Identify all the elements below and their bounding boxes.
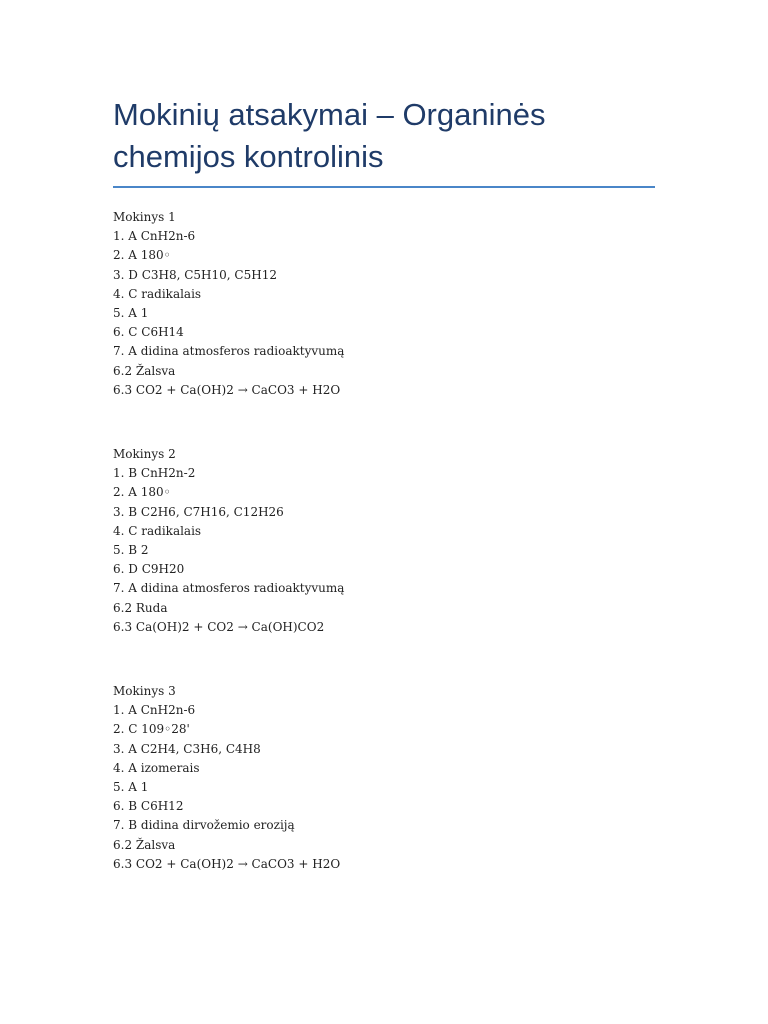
title-underline xyxy=(113,186,655,188)
answer-line: 6.3 CO2 + Ca(OH)2 → CaCO3 + H2O xyxy=(113,382,341,397)
answer-line: 7. A didina atmosferos radioaktyvumą xyxy=(113,581,345,596)
answer-line: 4. C radikalais xyxy=(113,286,202,301)
student-block-3 xyxy=(113,682,655,874)
answer-line: 1. B CnH2n-2 xyxy=(113,466,196,481)
document-page xyxy=(113,0,655,874)
answer-line: 5. A 1 xyxy=(113,780,149,795)
answer-line: 2. C 109◦28' xyxy=(113,722,190,737)
student-block-1 xyxy=(113,208,655,400)
title-line-1: Mokinių atsakymai – Organinės xyxy=(113,97,546,132)
answer-line: 6.2 Ruda xyxy=(113,600,168,615)
answer-line: 3. B C2H6, C7H16, C12H26 xyxy=(113,504,284,519)
answer-line: 3. A C2H4, C3H6, C4H8 xyxy=(113,741,261,756)
answer-line: 1. A CnH2n-6 xyxy=(113,229,196,244)
answer-line: 6. D C9H20 xyxy=(113,562,185,577)
answer-line: 6.3 CO2 + Ca(OH)2 → CaCO3 + H2O xyxy=(113,856,341,871)
answer-line: 6.2 Žalsva xyxy=(113,837,176,852)
answer-line: 6.2 Žalsva xyxy=(113,363,176,378)
answer-line: 1. A CnH2n-6 xyxy=(113,703,196,718)
document-title xyxy=(113,0,655,178)
answer-line: 2. A 180◦ xyxy=(113,485,171,500)
answer-line: 4. A izomerais xyxy=(113,760,200,775)
title-line-2: chemijos kontrolinis xyxy=(113,139,384,174)
answer-line: 6. B C6H12 xyxy=(113,799,184,814)
answer-line: 5. B 2 xyxy=(113,543,149,558)
answer-line: 7. A didina atmosferos radioaktyvumą xyxy=(113,344,345,359)
student-answers xyxy=(113,208,655,874)
student-name: Mokinys 1 xyxy=(113,210,176,224)
answer-line: 4. C radikalais xyxy=(113,523,202,538)
answer-line: 2. A 180◦ xyxy=(113,248,171,263)
student-name: Mokinys 2 xyxy=(113,447,176,462)
student-name: Mokinys 3 xyxy=(113,684,176,699)
answer-line: 6. C C6H14 xyxy=(113,325,184,340)
student-block-2 xyxy=(113,445,655,637)
answer-line: 5. A 1 xyxy=(113,306,149,321)
answer-line: 7. B didina dirvožemio eroziją xyxy=(113,818,295,833)
answer-line: 6.3 Ca(OH)2 + CO2 → Ca(OH)CO2 xyxy=(113,619,325,634)
answer-line: 3. D C3H8, C5H10, C5H12 xyxy=(113,267,277,282)
